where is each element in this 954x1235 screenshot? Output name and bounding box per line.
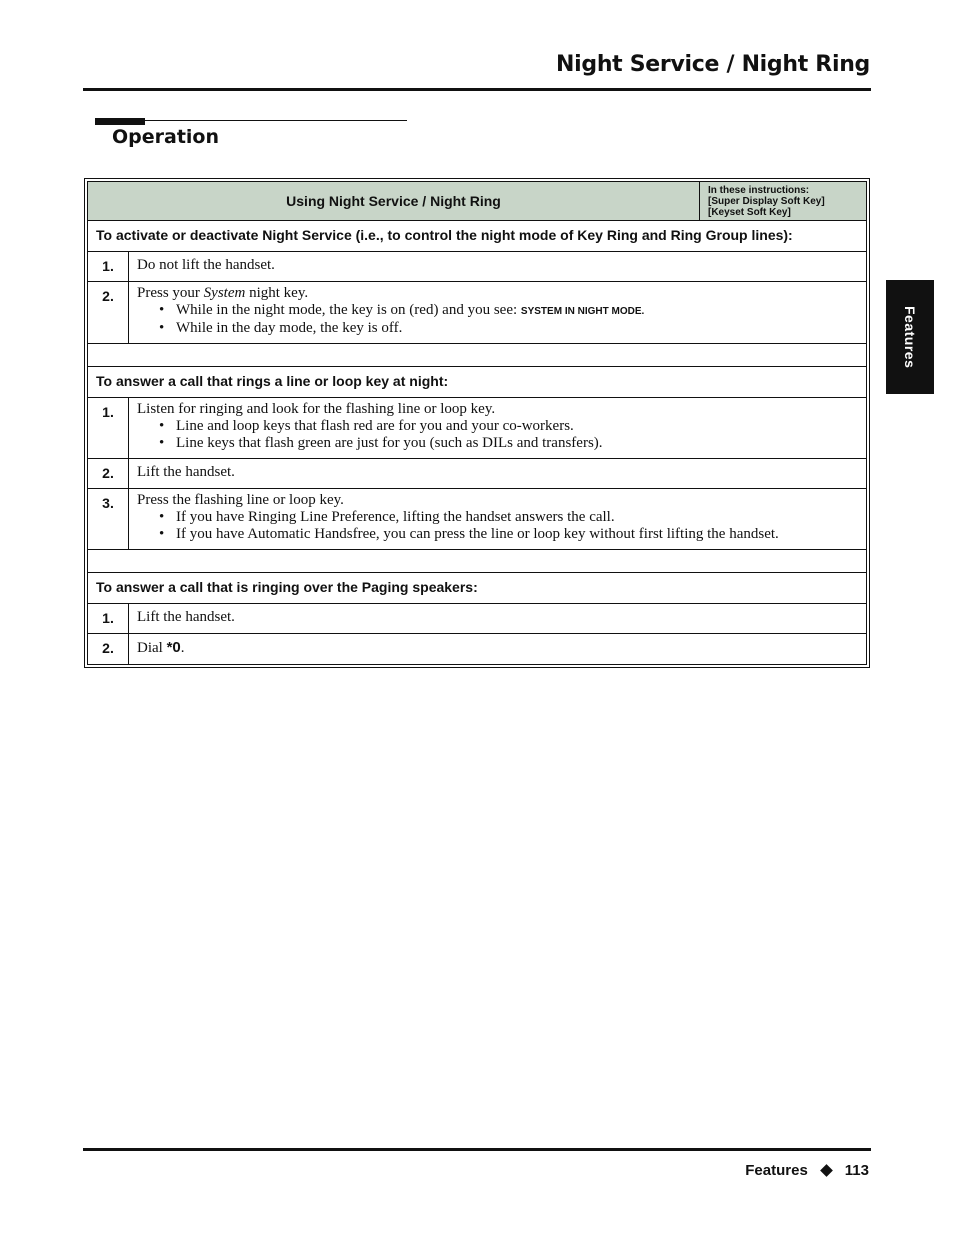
- bullet-item: [159, 302, 858, 320]
- bullet-text: While in the night mode, the key is on (red) and you see:: [176, 302, 521, 318]
- step-row: [87, 459, 867, 489]
- title-rule: [83, 88, 871, 91]
- instructions-note-line: [Keyset Soft Key]: [708, 207, 791, 218]
- step-text: Lift the handset.: [129, 604, 867, 634]
- step-number: 2.: [87, 634, 129, 665]
- side-tab: [886, 280, 934, 394]
- step-lead: Listen for ringing and look for the flashing line or loop key.: [137, 401, 496, 417]
- step-row: [87, 489, 867, 550]
- bullet-item: • If you have Automatic Handsfree, you can press the line or loop key without first lifting the handset.: [159, 526, 858, 543]
- step-text: [129, 282, 867, 344]
- bullet-item: • Line and loop keys that flash red are for you and your co-workers.: [159, 418, 858, 435]
- step-text: Do not lift the handset.: [129, 252, 867, 282]
- spacer-cell: [87, 344, 867, 367]
- step-row: [87, 398, 867, 459]
- step-number: 1.: [87, 252, 129, 282]
- step-number: 2.: [87, 459, 129, 489]
- section-bar-rule: [145, 120, 407, 121]
- step-number: 1.: [87, 398, 129, 459]
- step-text-part: night key.: [245, 285, 309, 301]
- page-number: 113: [844, 1162, 869, 1179]
- operation-table: [84, 178, 870, 668]
- display-message: SYSTEM IN NIGHT MODE.: [520, 306, 645, 317]
- bullet-item: • If you have Ringing Line Preference, lifting the handset answers the call.: [159, 509, 858, 526]
- step-row: [87, 282, 867, 344]
- task-heading: To answer a call that is ringing over the Paging speakers:: [87, 573, 867, 604]
- step-lead: Press the flashing line or loop key.: [137, 492, 344, 508]
- page-title: Night Service / Night Ring: [556, 52, 870, 77]
- step-row: [87, 252, 867, 282]
- spacer-row: [87, 550, 867, 573]
- step-text-part: Press your: [137, 285, 204, 301]
- step-number: 1.: [87, 604, 129, 634]
- task-heading-row: [87, 573, 867, 604]
- step-text: Lift the handset.: [129, 459, 867, 489]
- step-text-part: Dial: [137, 640, 167, 656]
- step-number: 3.: [87, 489, 129, 550]
- side-tab-label: Features: [902, 305, 918, 369]
- step-row: [87, 634, 867, 665]
- step-text: [129, 489, 867, 550]
- task-heading: To activate or deactivate Night Service (i.e., to control the night mode of Key Ring and Ring Group lines):: [87, 221, 867, 252]
- step-row: [87, 604, 867, 634]
- instructions-note-line: In these instructions:: [708, 185, 810, 196]
- footer-section: Features: [745, 1162, 808, 1179]
- table-header-row: [87, 181, 867, 221]
- step-text: [129, 398, 867, 459]
- step-text-part: .: [180, 640, 185, 656]
- instructions-note: [700, 181, 867, 221]
- diamond-icon: [820, 1164, 833, 1177]
- spacer-row: [87, 344, 867, 367]
- task-heading: To answer a call that rings a line or loop key at night:: [87, 367, 867, 398]
- task-heading-row: [87, 221, 867, 252]
- footer-rule: [83, 1148, 871, 1151]
- system-key-name: System: [203, 285, 246, 301]
- page-footer: [745, 1162, 869, 1179]
- step-text: [129, 634, 867, 665]
- bullet-item: • Line keys that flash green are just for you (such as DILs and transfers).: [159, 435, 858, 452]
- step-number: 2.: [87, 282, 129, 344]
- bullet-item: • While in the day mode, the key is off.: [159, 320, 858, 337]
- dial-code: *0: [166, 639, 181, 656]
- section-bar-accent: [95, 118, 145, 125]
- task-heading-row: [87, 367, 867, 398]
- spacer-cell: [87, 550, 867, 573]
- instructions-note-line: [Super Display Soft Key]: [708, 196, 825, 207]
- table-title: Using Night Service / Night Ring: [87, 181, 700, 221]
- section-heading: Operation: [112, 126, 220, 148]
